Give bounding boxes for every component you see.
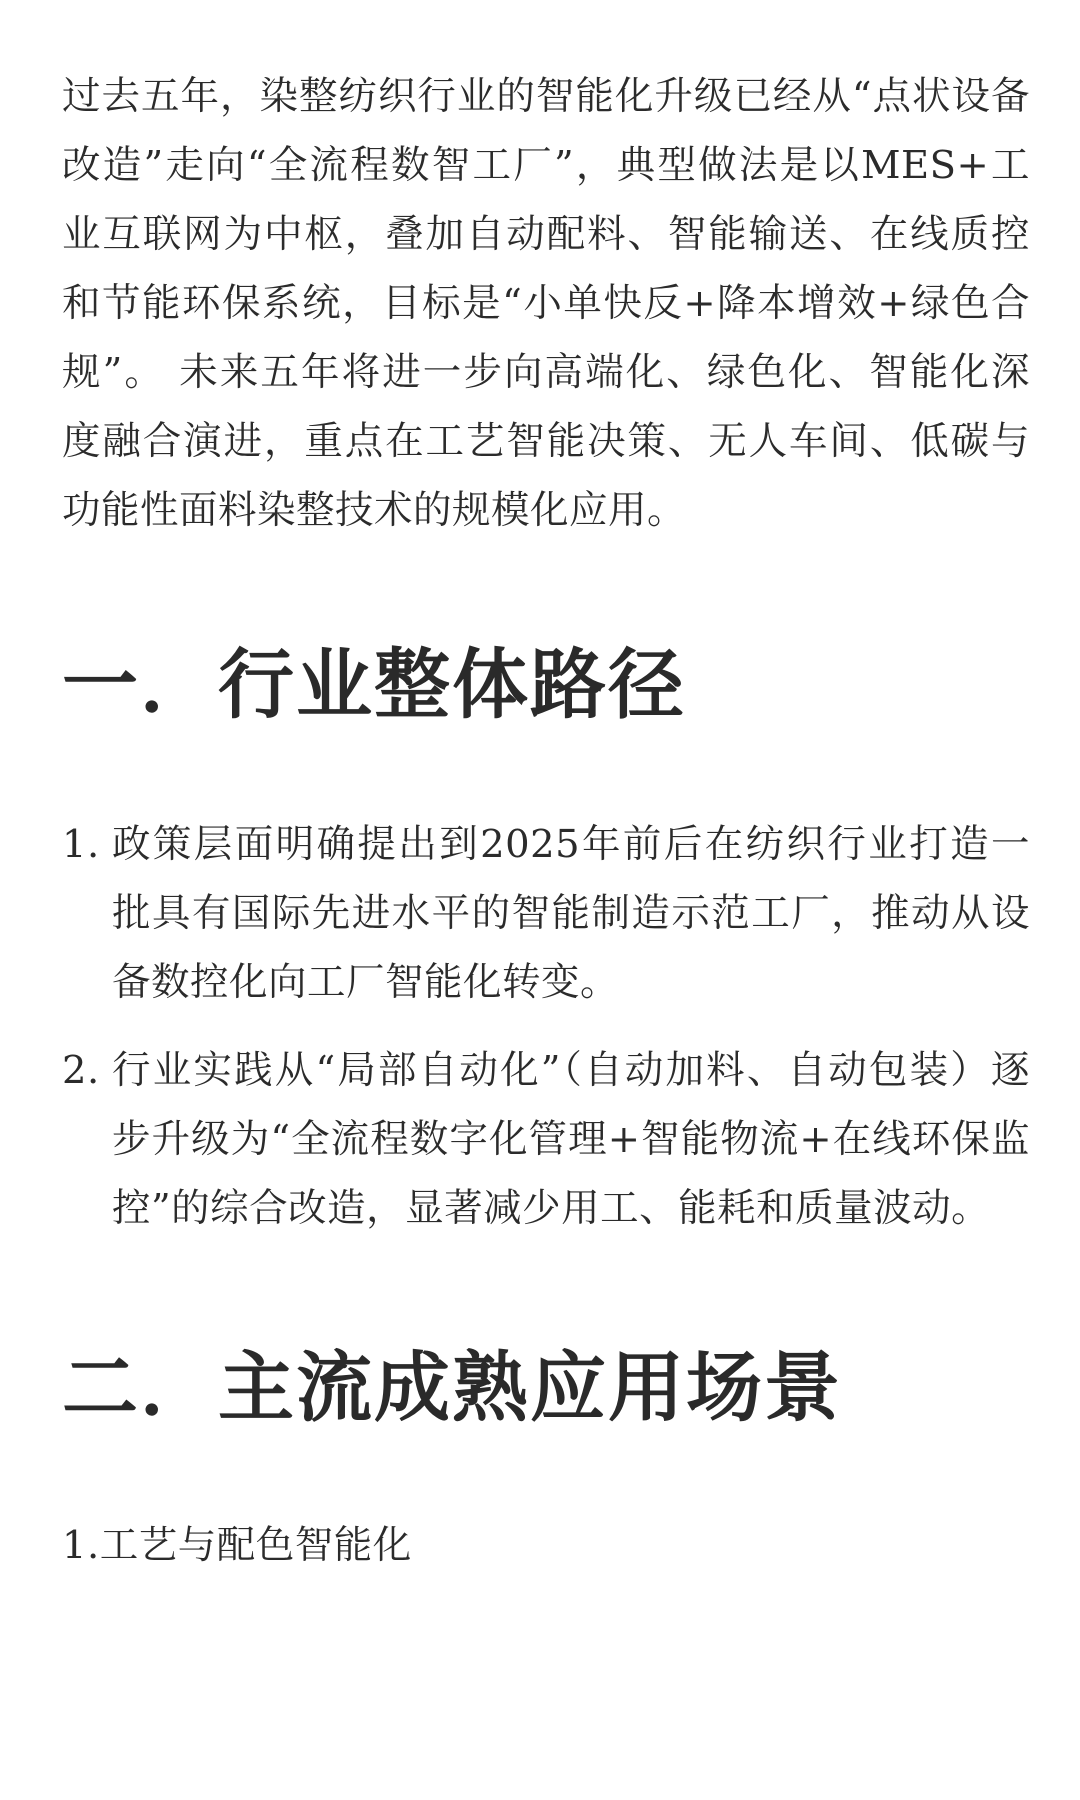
list-item-number: 2. [62, 1048, 100, 1093]
intro-paragraph: 过去五年，染整纺织行业的智能化升级已经从“点状设备改造”走向“全流程数智工厂”，典型做法是以MES+工业互联网为中枢，叠加自动配料、智能输送、在线质控和节能环保系统，目标是“小单快反+降本增效+绿色合规”。 未来五年将进一步向高端化、绿色化、智能化深度融合演进，重点在工艺智能决策、无人车间、低碳与功能性面料染整技术的规模化应用。 [62, 74, 1030, 533]
list-item-text: 政策层面明确提出到2025年前后在纺织行业打造一批具有国际先进水平的智能制造示范工厂，推动从设备数控化向工厂智能化转变。 [112, 822, 1030, 1005]
subheading-process-color: 1.工艺与配色智能化 [62, 1523, 412, 1568]
section-heading-application-scenarios: 二．主流成熟应用场景 [62, 1343, 842, 1432]
article-page [62, 62, 1030, 1580]
section-heading-industry-path: 一．行业整体路径 [62, 640, 686, 729]
list-item [62, 810, 1030, 1017]
list-item [62, 1036, 1030, 1243]
industry-path-list [62, 810, 1030, 1243]
list-item-number: 1. [62, 822, 100, 867]
list-item-text: 行业实践从“局部自动化”（自动加料、自动包装）逐步升级为“全流程数字化管理+智能物流+在线环保监控”的综合改造，显著减少用工、能耗和质量波动。 [112, 1048, 1030, 1231]
